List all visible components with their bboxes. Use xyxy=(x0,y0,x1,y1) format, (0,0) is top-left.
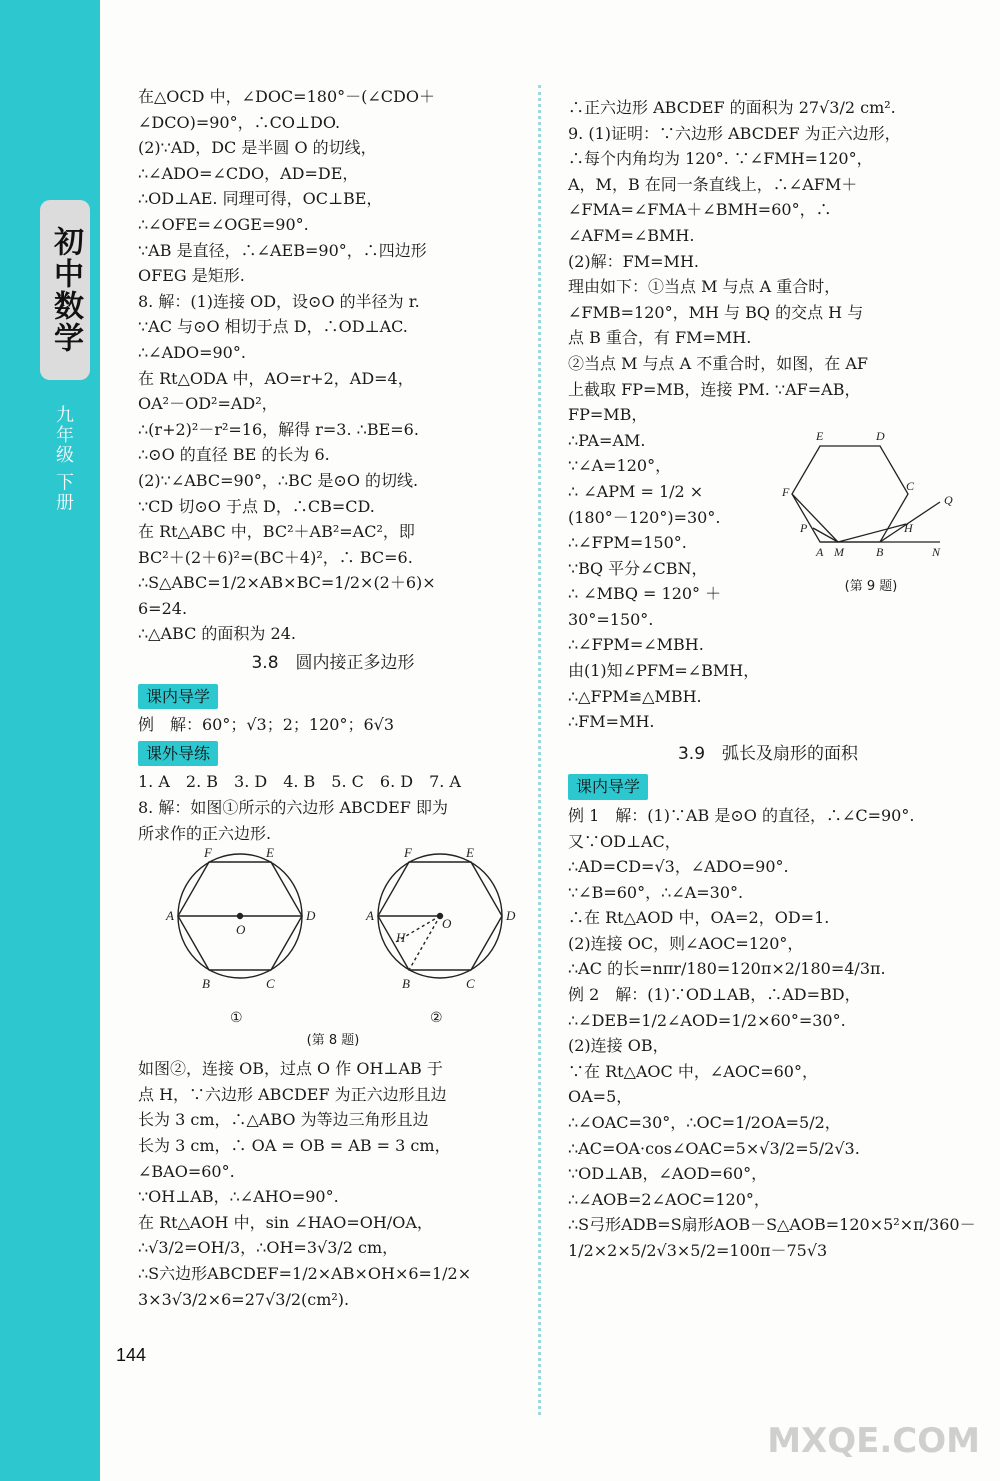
text-line: ∴OD⊥AE. 同理可得，OC⊥BE， xyxy=(138,189,383,209)
fig9-label-n: N xyxy=(932,544,941,559)
text-line: ∴ ∠APM = 1/2 × xyxy=(568,481,704,501)
text-line: 在 Rt△ODA 中，AO=r+2，AD=4， xyxy=(138,368,414,388)
fig8-label-a: A xyxy=(166,908,174,924)
text-line: ∴每个内角均为 120°. ∵∠FMH=120°， xyxy=(568,149,873,169)
fig8b-label-d: D xyxy=(506,908,516,924)
text-line: ∴∠FPM=150°. xyxy=(568,533,687,553)
text-line: 在 Rt△ABC 中，BC²＋AB²=AC²，即 xyxy=(138,522,415,542)
text-line: (2)解：FM=MH. xyxy=(568,251,699,271)
right-text-block-c xyxy=(568,803,976,1264)
fig8-label-b: B xyxy=(202,976,210,992)
fig8-label-e: E xyxy=(266,846,274,861)
left-text-block-c xyxy=(138,1056,528,1312)
fig9-label-f: F xyxy=(782,484,790,499)
text-line: 例 2 解：(1)∵OD⊥AB，∴AD=BD， xyxy=(568,985,861,1005)
hexagon-figure-2 xyxy=(378,854,502,978)
text-line: 上截取 FP=MB，连接 PM. ∵AF=AB， xyxy=(568,379,861,399)
fig8-label-d: D xyxy=(306,908,316,924)
right-text-block-a xyxy=(568,95,968,428)
text-line: ∴S六边形ABCDEF=1/2×AB×OH×6=1/2× xyxy=(138,1263,472,1283)
left-text-block-a xyxy=(138,84,528,647)
fig8b-label-c: C xyxy=(466,976,475,992)
text-line: ∵∠B=60°，∴∠A=30°. xyxy=(568,882,744,902)
text-line: ∴△ABC 的面积为 24. xyxy=(138,624,296,644)
fig9-caption: (第 9 题) xyxy=(844,578,898,594)
text-line: ∴在 Rt△AOD 中，OA=2，OD=1. xyxy=(568,908,830,928)
text-line: ∴FM=MH. xyxy=(568,712,655,732)
fig8-label-c: C xyxy=(266,976,275,992)
text-line: 9. (1)证明：∵六边形 ABCDEF 为正六边形， xyxy=(568,123,901,143)
fig8b-label-o: O xyxy=(442,916,452,932)
fig8-label-f: F xyxy=(204,846,212,861)
text-line: 1/2×2×5/2√3×5/2=100π－75√3 xyxy=(568,1241,828,1260)
fig8-sublabel-1: ① xyxy=(230,1010,243,1027)
text-line: ∴AC=OA·cos∠OAC=5×√3/2=5/2√3. xyxy=(568,1138,860,1158)
fig9-label-h: H xyxy=(904,520,913,535)
text-line: ∴√3/2=OH/3，∴OH=3√3/2 cm， xyxy=(138,1238,399,1258)
text-line: (2)连接 OB， xyxy=(568,1036,669,1056)
fig9-label-q: Q xyxy=(944,492,953,507)
text-line: ∴AC 的长=nπr/180=120π×2/180=4/3π. xyxy=(568,959,886,979)
page-number: 144 xyxy=(116,1345,147,1365)
text-line: (180°－120°)=30°. xyxy=(568,507,721,527)
text-line: 在 Rt△AOH 中，sin ∠HAO=OH/OA， xyxy=(138,1212,433,1232)
text-line: 30°=150°. xyxy=(568,609,654,629)
section-title-3-8: 3.8 圆内接正多边形 xyxy=(251,653,415,674)
fig9-label-b: B xyxy=(876,544,884,559)
text-line: 理由如下：①当点 M 与点 A 重合时， xyxy=(568,277,841,297)
text-line: ∵∠A=120°， xyxy=(568,456,672,476)
fig9-label-c: C xyxy=(906,478,915,493)
text-line: ∠DCO)=90°，∴CO⊥DO. xyxy=(138,112,341,132)
text-line: 由(1)知∠PFM=∠BMH， xyxy=(568,661,760,681)
subject-label-box xyxy=(40,200,90,380)
text-line: 长为 3 cm，∴ OA = OB = AB = 3 cm， xyxy=(138,1136,451,1155)
right-text-block-b xyxy=(568,428,778,735)
tag-in-class: 课内导学 xyxy=(138,684,218,710)
text-line: ∴ ∠MBQ = 120° ＋ xyxy=(568,584,722,604)
figure-8 xyxy=(138,846,528,1056)
fig8-sublabel-2: ② xyxy=(430,1010,443,1027)
text-line: ∵BQ 平分∠CBN， xyxy=(568,558,708,578)
text-line: ∵AB 是直径，∴∠AEB=90°，∴四边形 xyxy=(138,240,427,260)
text-line: OA²－OD²=AD²， xyxy=(138,394,278,414)
text-line: 例 1 解：(1)∵AB 是⊙O 的直径，∴∠C=90°. xyxy=(568,805,915,825)
column-divider xyxy=(538,85,541,1415)
subject-label: 初中数学 xyxy=(48,226,83,354)
text-line: 如图②，连接 OB，过点 O 作 OH⊥AB 于 xyxy=(138,1059,443,1079)
left-text-block-b xyxy=(138,795,528,846)
text-line: ∴AD=CD=√3，∠ADO=90°. xyxy=(568,857,789,877)
watermark: MXQE.COM xyxy=(767,1421,980,1461)
text-line: ∴S弓形ADB=S扇形AOB－S△AOB=120×5²×π/360－ xyxy=(568,1215,976,1235)
fig9-label-a: A xyxy=(816,544,824,559)
text-line: ∠BAO=60°. xyxy=(138,1161,235,1181)
choice-answers: 1. A 2. B 3. D 4. B 5. C 6. D 7. A xyxy=(138,772,461,792)
left-column xyxy=(138,84,528,1312)
text-line: ∵CD 切⊙O 于点 D，∴CB=CD. xyxy=(138,496,375,516)
text-line: ∴(r+2)²－r²=16，解得 r=3. ∴BE=6. xyxy=(138,419,419,439)
tag-after-class: 课外导练 xyxy=(138,741,218,767)
example-answer: 例 解：60°；√3；2；120°；6√3 xyxy=(138,715,395,735)
right-column xyxy=(568,95,976,1264)
text-line: ∴∠AOB=2∠AOC=120°， xyxy=(568,1189,770,1209)
sidebar-band xyxy=(0,0,100,1481)
text-line: ∵在 Rt△AOC 中，∠AOC=60°， xyxy=(568,1061,818,1081)
text-line: (2)∵∠ABC=90°，∴BC 是⊙O 的切线. xyxy=(138,470,419,490)
fig9-label-m: M xyxy=(834,544,844,559)
figure-9-svg xyxy=(780,428,960,578)
fig9-label-e: E xyxy=(816,428,824,443)
text-line: 6=24. xyxy=(138,598,188,618)
text-line: BC²＋(2＋6)²=(BC＋4)²，∴ BC=6. xyxy=(138,547,413,567)
text-line: 又∵OD⊥AC， xyxy=(568,831,681,851)
text-line: ∴∠ADO=∠CDO，AD=DE， xyxy=(138,163,359,183)
fig8b-label-e: E xyxy=(466,846,474,861)
text-line: OFEG 是矩形. xyxy=(138,266,245,286)
fig8-label-o: O xyxy=(236,922,246,938)
text-line: 在△OCD 中，∠DOC=180°－(∠CDO＋ xyxy=(138,87,435,106)
text-line: ∴正六边形 ABCDEF 的面积为 27√3/2 cm². xyxy=(568,98,896,117)
text-line: ∴PA=AM. xyxy=(568,430,646,450)
section-title-3-9: 3.9 弧长及扇形的面积 xyxy=(677,743,859,764)
line-pm xyxy=(813,528,838,542)
tag-in-class-2: 课内导学 xyxy=(568,774,648,800)
text-line: ∠AFM=∠BMH. xyxy=(568,225,695,245)
fig8-caption: (第 8 题) xyxy=(306,1033,360,1049)
text-line: ∴∠ADO=90°. xyxy=(138,342,246,362)
line-fm xyxy=(792,494,838,542)
text-line: FP=MB， xyxy=(568,405,648,425)
text-line: ∵OD⊥AB，∠AOD=60°， xyxy=(568,1164,768,1184)
text-line: ∠FMB=120°，MH 与 BQ 的交点 H 与 xyxy=(568,302,864,322)
text-line: ∴∠FPM=∠MBH. xyxy=(568,635,704,655)
text-line: ∴S△ABC=1/2×AB×BC=1/2×(2＋6)× xyxy=(138,573,436,593)
text-line: OA=5， xyxy=(568,1087,633,1107)
text-line: (2)∵AD，DC 是半圆 O 的切线， xyxy=(138,138,377,158)
problem-9-with-figure xyxy=(568,428,968,738)
grade-label: 九年级 下册 xyxy=(53,405,74,513)
fig8b-label-h: H xyxy=(396,930,406,946)
text-line: ②当点 M 与点 A 不重合时，如图，在 AF xyxy=(568,353,869,373)
text-line: ∵OH⊥AB，∴∠AHO=90°. xyxy=(138,1187,339,1207)
text-line: (2)连接 OC，则∠AOC=120°， xyxy=(568,933,804,953)
text-line: ∵AC 与⊙O 相切于点 D，∴OD⊥AC. xyxy=(138,317,408,337)
figure-8-svg xyxy=(138,846,528,1056)
text-line: ∴△FPM≌△MBH. xyxy=(568,686,702,706)
text-line: 长为 3 cm，∴△ABO 为等边三角形且边 xyxy=(138,1110,429,1130)
fig8b-label-f: F xyxy=(404,846,412,861)
fig9-label-d: D xyxy=(876,428,885,443)
text-line: 8. 解：如图①所示的六边形 ABCDEF 即为 xyxy=(138,798,448,818)
text-line: ∴∠DEB=1/2∠AOD=1/2×60°=30°. xyxy=(568,1010,846,1030)
fig8b-label-a: A xyxy=(366,908,374,924)
text-line: ∠FMA=∠FMA＋∠BMH=60°，∴ xyxy=(568,200,832,220)
hexagon-figure-1 xyxy=(178,854,302,978)
text-line: ∴∠OFE=∠OGE=90°. xyxy=(138,214,309,234)
text-line: ∴⊙O 的直径 BE 的长为 6. xyxy=(138,445,330,465)
text-line: 8. 解：(1)连接 OD，设⊙O 的半径为 r. xyxy=(138,291,420,311)
fig9-label-p: P xyxy=(800,520,808,535)
text-line: 3×3√3/2×6=27√3/2(cm²). xyxy=(138,1289,350,1309)
fig8b-label-b: B xyxy=(402,976,410,992)
line-mh xyxy=(838,524,906,542)
text-line: 点 H，∵六边形 ABCDEF 为正六边形且边 xyxy=(138,1084,447,1104)
text-line: 所求作的正六边形. xyxy=(138,823,272,843)
text-line: A，M，B 在同一条直线上，∴∠AFM＋ xyxy=(568,174,858,194)
text-line: 点 B 重合，有 FM=MH. xyxy=(568,328,752,348)
text-line: ∴∠OAC=30°，∴OC=1/2OA=5/2， xyxy=(568,1113,841,1133)
